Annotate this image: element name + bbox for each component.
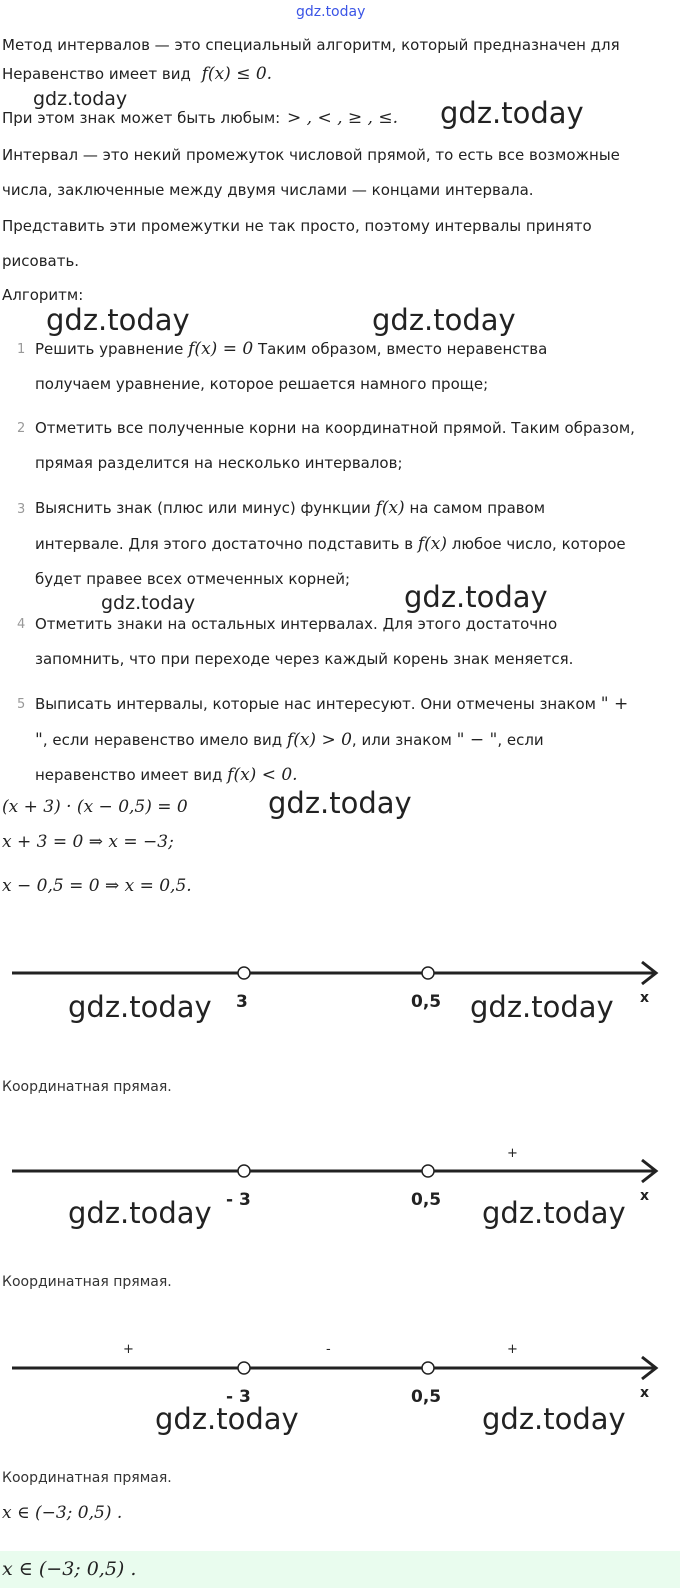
step-3-line-b <box>35 534 626 554</box>
watermark: gdz.today <box>404 580 548 614</box>
watermark: gdz.today <box>440 96 584 130</box>
step-5-line-b <box>35 730 544 750</box>
paragraph-line: Интервал — это некий промежуток числовой прямой, то есть все возможные <box>2 146 620 164</box>
intro-line-1: Метод интервалов — это специальный алгоритм, который предназначен для <box>2 36 620 54</box>
step-5-math-c: " − " <box>456 730 498 750</box>
step-4-line-a: Отметить знаки на остальных интервалах. Для этого достаточно <box>35 615 558 633</box>
watermark: gdz.today <box>68 990 212 1024</box>
step-5-text-c: неравенство имеет вид <box>35 766 223 784</box>
step-5-math-d: f(x) < 0. <box>227 765 298 785</box>
root-label: 0,5 <box>411 1387 442 1407</box>
step-number: 5 <box>17 697 26 712</box>
step-3-tail-b: любое число, которое <box>451 535 626 553</box>
step-number: 3 <box>17 502 26 517</box>
algorithm-heading: Алгоритм: <box>2 286 84 304</box>
watermark: gdz.today <box>470 990 614 1024</box>
step-5-line-a <box>35 694 628 714</box>
equation-2: x + 3 = 0 ⇒ x = −3; <box>2 832 174 852</box>
step-3-math-b: f(x) <box>417 534 447 554</box>
root-label: 0,5 <box>411 1190 442 1210</box>
caption: Координатная прямая. <box>2 1470 172 1486</box>
step-5-math-b: f(x) > 0 <box>286 730 352 750</box>
interval-sign: + <box>123 1342 134 1357</box>
watermark: gdz.today <box>33 88 128 110</box>
equation-1: (x + 3) · (x − 0,5) = 0 <box>2 797 188 817</box>
watermark: gdz.today <box>482 1402 626 1436</box>
step-5-math: " + <box>600 694 629 714</box>
step-number: 4 <box>17 617 26 632</box>
step-3-line-c: будет правее всех отмеченных корней; <box>35 570 351 588</box>
step-3-line-a <box>35 498 545 518</box>
paragraph-line: Представить эти промежутки не так просто, поэтому интервалы принято <box>2 217 592 235</box>
caption: Координатная прямая. <box>2 1079 172 1095</box>
watermark: gdz.today <box>482 1196 626 1230</box>
interval-sign: + <box>507 1146 518 1161</box>
root-label: - 3 <box>226 1190 251 1210</box>
intro-line-2 <box>2 64 272 84</box>
step-1-math: f(x) = 0 <box>188 339 254 359</box>
intro-line-3-math: > , < , ≥ , ≤. <box>287 108 399 128</box>
step-5-tail-b: , или знаком <box>351 731 452 749</box>
step-5-tail-c: , если <box>497 731 544 749</box>
step-5-line-c <box>35 765 298 785</box>
root-point <box>422 967 434 979</box>
root-point <box>238 1362 250 1374</box>
step-3-tail: на самом правом <box>409 499 546 517</box>
axis-label: x <box>640 990 650 1006</box>
watermark: gdz.today <box>268 786 412 820</box>
axis-label: x <box>640 1188 650 1204</box>
root-point <box>238 1165 250 1177</box>
step-1-line-a <box>35 339 547 359</box>
watermark: gdz.today <box>155 1402 299 1436</box>
step-5-text: Выписать интервалы, которые нас интересуют. Они отмечены знаком <box>35 695 596 713</box>
root-point <box>238 967 250 979</box>
root-label: 3 <box>236 992 248 1010</box>
intro-line-2-math: f(x) ≤ 0. <box>201 64 273 84</box>
step-3-text: Выяснить знак (плюс или минус) функции <box>35 499 371 517</box>
step-number: 2 <box>17 421 26 436</box>
root-point <box>422 1362 434 1374</box>
axis-label: x <box>640 1385 650 1401</box>
step-1-tail: Таким образом, вместо неравенства <box>257 340 548 358</box>
root-point <box>422 1165 434 1177</box>
answer-final: x ∈ (−3; 0,5) . <box>2 1558 137 1580</box>
interval-sign: + <box>507 1342 518 1357</box>
step-4-line-b: запомнить, что при переходе через каждый корень знак меняется. <box>35 650 574 668</box>
step-3-math: f(x) <box>375 498 405 518</box>
intro-line-3-text: При этом знак может быть любым: <box>2 109 281 127</box>
step-3-text-b: интервале. Для этого достаточно подставить в <box>35 535 414 553</box>
step-5-quote: " <box>35 730 43 750</box>
paragraph-line: числа, заключенные между двумя числами — концами интервала. <box>2 181 534 199</box>
answer-line: x ∈ (−3; 0,5) . <box>2 1503 123 1523</box>
step-1-line-b: получаем уравнение, которое решается намного проще; <box>35 375 489 393</box>
watermark: gdz.today <box>101 592 196 614</box>
root-label: - 3 <box>226 1387 251 1407</box>
interval-sign: - <box>326 1342 331 1357</box>
intro-line-3 <box>2 108 398 128</box>
caption: Координатная прямая. <box>2 1274 172 1290</box>
equation-3: x − 0,5 = 0 ⇒ x = 0,5. <box>2 876 192 896</box>
step-2-line-a: Отметить все полученные корни на координатной прямой. Таким образом, <box>35 419 635 437</box>
root-label: 0,5 <box>411 992 442 1010</box>
watermark-top: gdz.today <box>296 4 366 20</box>
step-1-text: Решить уравнение <box>35 340 184 358</box>
intro-line-2-text: Неравенство имеет вид <box>2 65 191 83</box>
step-5-text-b: , если неравенство имело вид <box>42 731 283 749</box>
paragraph-line: рисовать. <box>2 252 80 270</box>
step-2-line-b: прямая разделится на несколько интервалов; <box>35 454 403 472</box>
watermark: gdz.today <box>46 303 190 337</box>
watermark: gdz.today <box>68 1196 212 1230</box>
watermark: gdz.today <box>372 303 516 337</box>
step-number: 1 <box>17 342 26 357</box>
